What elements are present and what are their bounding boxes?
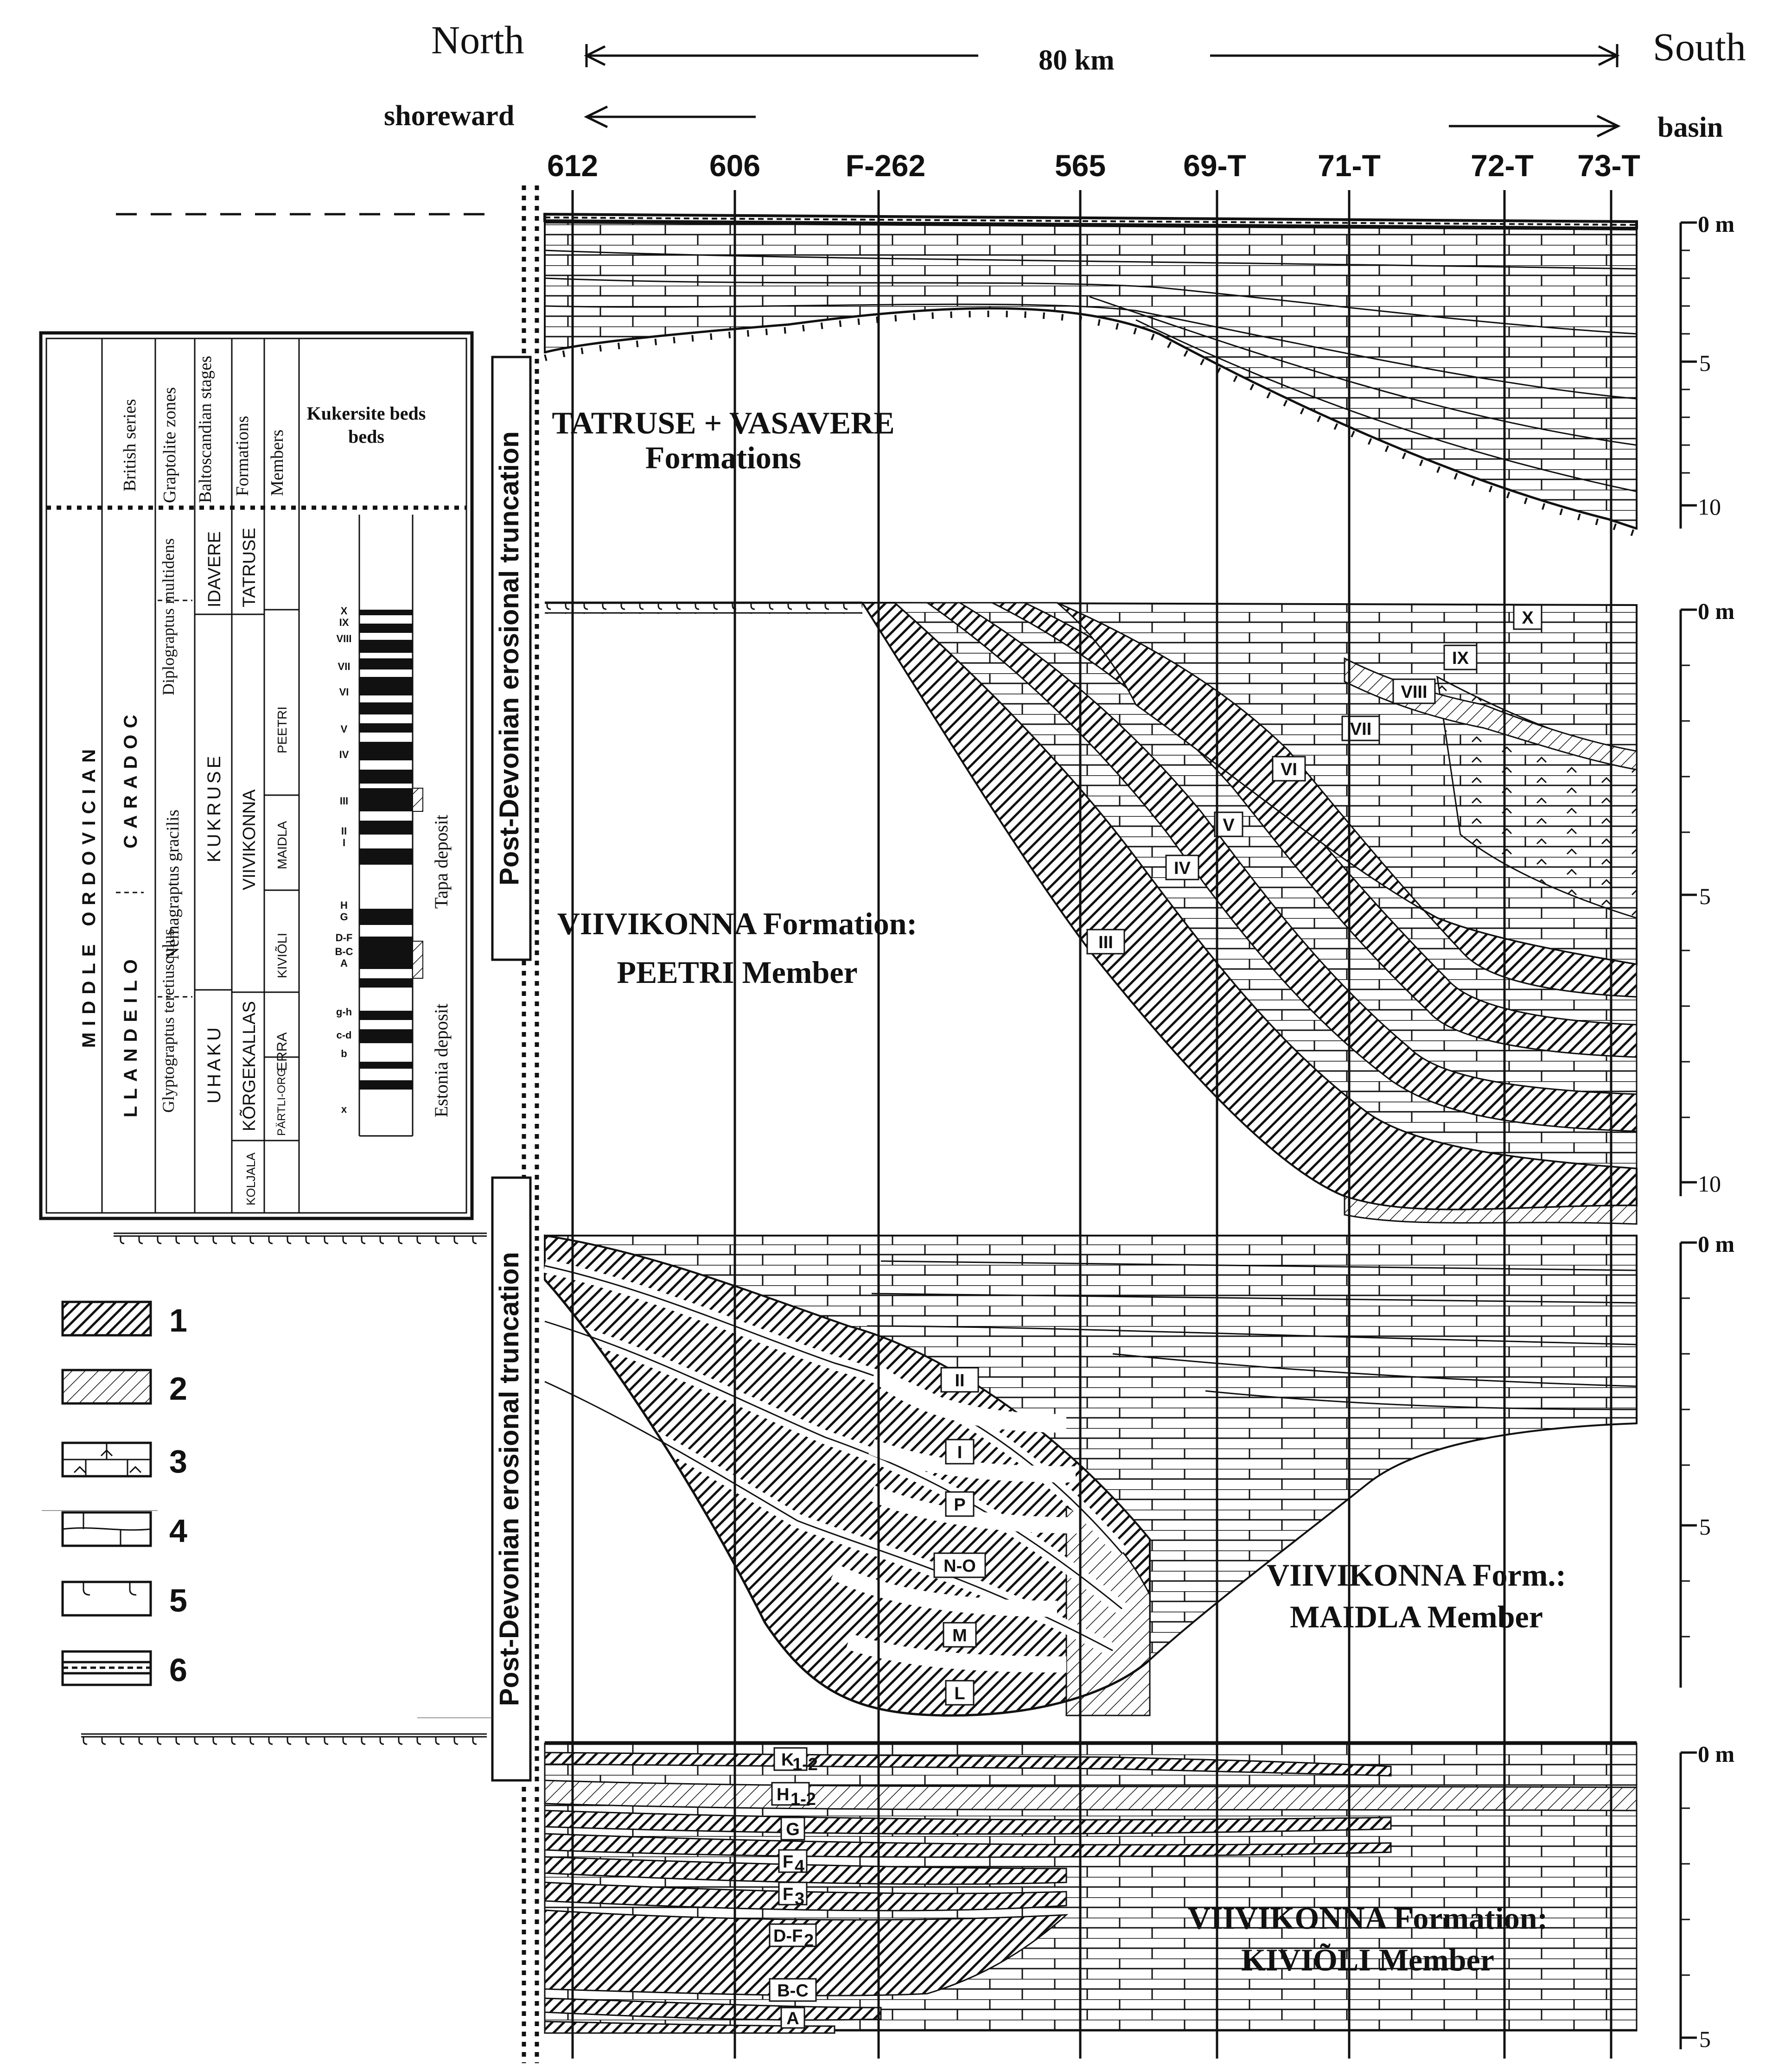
depth-scale-1 — [1681, 211, 1734, 529]
zone-label: Glyptograptus teretiusculus — [159, 929, 178, 1113]
bed-label: N-O — [943, 1556, 976, 1576]
bed-label: V — [1223, 816, 1235, 835]
panel-title: VIIVIKONNA Form.: — [1267, 1557, 1566, 1593]
bed-label: M — [952, 1626, 967, 1645]
deposit-label: Tapa deposit — [431, 815, 452, 909]
kukersite-bed: IV — [339, 749, 349, 760]
legend — [63, 1302, 187, 1688]
formation-label: TATRUSE — [240, 528, 259, 607]
scale-label: 5 — [1699, 350, 1711, 376]
bed-subscript: 1-2 — [790, 1790, 816, 1809]
formation-label: KÕRGEKALLAS — [240, 1001, 259, 1131]
kukersite-bed: VIII — [336, 633, 352, 644]
member-label: MAIDLA — [275, 821, 289, 869]
scale-label: 5 — [1699, 883, 1711, 909]
scale-label: 0 m — [1698, 211, 1735, 237]
kukersite-bed: H — [340, 899, 348, 911]
shoreward-arrow-icon — [586, 107, 756, 127]
bed-label: G — [786, 1820, 800, 1839]
member-label: PEETRI — [275, 706, 289, 753]
well-label: 612 — [547, 148, 599, 183]
stage-label: UHAKU — [204, 1024, 224, 1103]
kukersite-bed: A — [340, 957, 348, 969]
member-label: PÄRTLI-ORG — [275, 1068, 288, 1136]
kukersite-bed: b — [341, 1048, 347, 1059]
legend-number: 6 — [169, 1652, 187, 1688]
bed-label: IV — [1174, 859, 1191, 878]
truncation-label: Post-Devonian erosional truncation — [494, 431, 524, 886]
kukersite-bed: B-C — [335, 946, 353, 957]
header — [384, 18, 1746, 143]
stage-label: KUKRUSE — [204, 753, 224, 862]
kukersite-bed: VII — [338, 661, 351, 672]
well-label: 73-T — [1577, 148, 1640, 183]
formation-label: VIIVIKONNA — [240, 789, 259, 890]
kukersite-bed: G — [340, 911, 348, 923]
zone-label: Diplograptus multidens — [159, 538, 178, 695]
depth-scale-4 — [1681, 1741, 1734, 2052]
well-label: F-262 — [845, 148, 926, 183]
bed-label: VII — [1350, 720, 1372, 739]
legend-item-1 — [63, 1302, 187, 1339]
column-header: British series — [120, 399, 140, 491]
panel-title: VIIVIKONNA Formation: — [557, 906, 918, 941]
series-label: LLANDEILO — [121, 953, 141, 1117]
bed-label: F — [783, 1885, 794, 1904]
bed-label: II — [955, 1371, 965, 1390]
bed-label: B-C — [777, 1981, 809, 2001]
kukersite-bed: IX — [339, 617, 349, 628]
member-label: KIVIÕLI — [275, 932, 289, 978]
series-label: CARADOC — [121, 708, 141, 848]
bed-subscript: 2 — [804, 1931, 814, 1951]
legend-number: 2 — [169, 1371, 187, 1407]
legend-number: 3 — [169, 1443, 187, 1479]
truncation-box-lower — [492, 1178, 530, 1780]
zone-label: Nemagraptus gracilis — [163, 810, 183, 960]
well-label: 71-T — [1318, 148, 1381, 183]
kukersite-bed: I — [342, 837, 346, 848]
bed-subscript: 1-2 — [792, 1755, 818, 1774]
stage-label: IDAVERE — [205, 531, 224, 607]
bed-label: VI — [1281, 760, 1297, 779]
column-header: Kukersite beds — [306, 403, 426, 424]
bed-label: III — [1098, 933, 1113, 952]
bed-label: F — [783, 1852, 794, 1872]
bed-label: L — [954, 1684, 965, 1703]
well-labels — [547, 148, 1640, 183]
deposit-label: Estonia deposit — [431, 1003, 452, 1117]
kukersite-bed: x — [341, 1103, 347, 1115]
member-label: ERRA — [274, 1032, 290, 1071]
south-label: South — [1653, 25, 1746, 69]
column-header-beds: beds — [348, 426, 384, 447]
basin-arrow-icon — [1449, 116, 1618, 136]
legend-number: 5 — [169, 1582, 187, 1619]
well-label: 69-T — [1183, 148, 1246, 183]
truncation-box-upper — [492, 357, 530, 960]
distance-label: 80 km — [1039, 45, 1115, 76]
panel-title: VIIVIKONNA Formation: — [1187, 1900, 1548, 1936]
panel-maidla — [545, 1236, 1637, 1715]
kukersite-bed: X — [340, 605, 348, 617]
bed-label: D-F — [773, 1926, 803, 1946]
shoreward-label: shoreward — [384, 100, 515, 132]
panel-subtitle: MAIDLA Member — [1290, 1599, 1543, 1634]
well-label: 72-T — [1471, 148, 1534, 183]
kukersite-bed: III — [339, 795, 349, 807]
panel-kivioli — [545, 1742, 1637, 2033]
bed-label: IX — [1452, 649, 1469, 668]
panel-subtitle: KIVIÕLI Member — [1241, 1942, 1494, 1977]
depth-scale-2 — [1681, 598, 1734, 1197]
north-label: North — [431, 18, 524, 62]
basin-label: basin — [1657, 112, 1723, 143]
kukersite-bed: II — [341, 825, 347, 837]
bed-subscript: 3 — [795, 1889, 805, 1909]
well-label: 565 — [1054, 148, 1106, 183]
scale-label: 5 — [1699, 1514, 1711, 1540]
stratigraphic-column — [41, 333, 472, 1218]
legend-item-2 — [63, 1370, 187, 1407]
scale-label: 0 m — [1698, 1741, 1735, 1767]
legend-item-3 — [63, 1443, 187, 1479]
truncation-label: Post-Devonian erosional truncation — [494, 1252, 524, 1706]
scale-label: 0 m — [1698, 1231, 1735, 1257]
legend-item-6 — [63, 1651, 187, 1688]
legend-item-4 — [63, 1512, 187, 1549]
kukersite-bed: c-d — [336, 1029, 352, 1041]
bed-subscript: 4 — [795, 1857, 805, 1876]
scale-label: 10 — [1698, 1171, 1721, 1197]
legend-number: 4 — [169, 1513, 187, 1549]
bed-label: P — [954, 1495, 966, 1515]
bed-label: I — [957, 1443, 962, 1462]
panel-peetri — [545, 603, 1637, 1224]
kukersite-bed: VI — [339, 686, 349, 698]
panel-tatruse — [545, 214, 1637, 534]
kukersite-bed: D-F — [335, 932, 353, 944]
well-label: 606 — [709, 148, 761, 183]
series-label: MIDDLE ORDOVICIAN — [79, 743, 99, 1048]
scale-label: 5 — [1699, 2026, 1711, 2052]
bed-label: H — [777, 1785, 790, 1804]
column-header: Formations — [233, 415, 252, 496]
kukersite-bed: g-h — [336, 1006, 352, 1018]
panel-subtitle: Formations — [645, 440, 802, 475]
panel-subtitle: PEETRI Member — [617, 955, 858, 990]
legend-item-5 — [63, 1582, 187, 1619]
column-header: Graptolite zones — [160, 387, 179, 503]
formation-label: KOLJALA — [244, 1152, 258, 1205]
depth-scale-3 — [1681, 1231, 1734, 1688]
scale-label: 10 — [1698, 494, 1721, 520]
legend-number: 1 — [169, 1302, 187, 1339]
bed-label: VIII — [1401, 682, 1428, 702]
kukersite-bed: V — [340, 723, 348, 735]
bed-label: X — [1522, 608, 1534, 628]
bed-label: A — [786, 2009, 799, 2028]
column-header: Baltoscandian stages — [196, 356, 215, 503]
bed-label: K — [781, 1750, 794, 1770]
panel-title: TATRUSE + VASAVERE — [552, 405, 895, 440]
column-header: Members — [268, 429, 287, 496]
scale-label: 0 m — [1698, 598, 1735, 624]
